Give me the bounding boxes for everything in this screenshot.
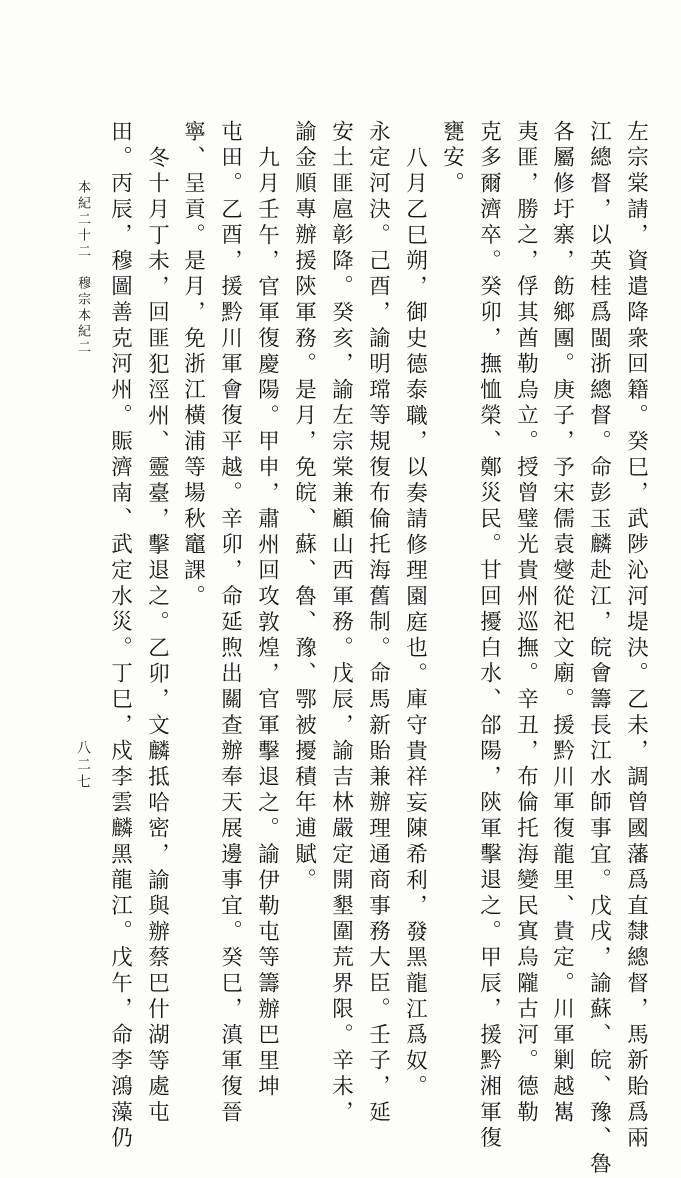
text-column: 九月壬午，官軍復慶陽。甲申，肅州回攻敦煌，官軍擊退之。諭伊勒屯等籌辦巴里坤 xyxy=(254,146,280,1101)
text-column: 左宗棠請，資遣降衆回籍。癸巳，武陟沁河堤決。乙未，調曾國藩爲直隸總督，馬新貽爲兩 xyxy=(623,120,649,1152)
text-column: 克多爾濟卒。癸卯，撫恤榮、鄭災民。甘回擾白水、郃陽，陝軍擊退之。甲辰，援黔湘軍復 xyxy=(476,120,502,1152)
text-column: 諭金順專辦援陝軍務。是月，免皖、蘇、魯、豫、鄂被擾積年逋賦。 xyxy=(291,120,317,894)
text-column: 屯田。乙酉，援黔川軍會復平越。辛卯，命延煦出關查辦奉天展邊事宜。癸巳，滇軍復晉 xyxy=(217,120,243,1127)
text-column: 永定河決。己酉，諭明瑺等規復布倫托海舊制。命馬新貽兼辦理通商事務大臣。壬子，延 xyxy=(365,120,391,1127)
text-column: 甕安。 xyxy=(439,120,465,198)
text-column: 八月乙巳朔，御史德泰職，以奏請修理園庭也。庫守貴祥妄陳希利，發黑龍江爲奴。 xyxy=(402,146,428,1101)
text-column: 冬十月丁未，回匪犯涇州、靈臺，擊退之。乙卯，文麟抵哈密，諭與辦蔡巴什湖等處屯 xyxy=(144,146,170,1127)
text-column: 各屬修圩寨，飭鄉團。庚子，予宋儒袁燮從祀文廟。援黔川軍復龍里、貴定。川軍剿越嶲 xyxy=(549,120,575,1127)
text-column: 江總督，以英桂爲閩浙總督。命彭玉麟赴江，皖會籌長江水師事宜。戊戌，諭蘇、皖、豫、魯 xyxy=(586,120,612,1178)
page-number: 八二七 xyxy=(75,740,91,791)
text-column: 夷匪，勝之，俘其酋勒烏立。授曾璧光貴州巡撫。辛丑，布倫托海變民寘烏隴古河。德勒 xyxy=(513,120,539,1127)
text-column: 寧、呈貢。是月，免浙江橫浦等場秋竈課。 xyxy=(180,120,206,611)
running-head: 本紀二十二 穆宗本紀二 xyxy=(75,180,90,356)
text-column: 田。丙辰，穆圖善克河州。賑濟南、武定水災。丁巳，戍李雲麟黑龍江。戊午，命李鴻藻仍 xyxy=(107,120,133,1152)
text-column: 安土匪扈彰降。癸亥，諭左宗棠兼顧山西軍務。戊辰，諭吉林嚴定開墾圍荒界限。辛未， xyxy=(328,120,354,1127)
